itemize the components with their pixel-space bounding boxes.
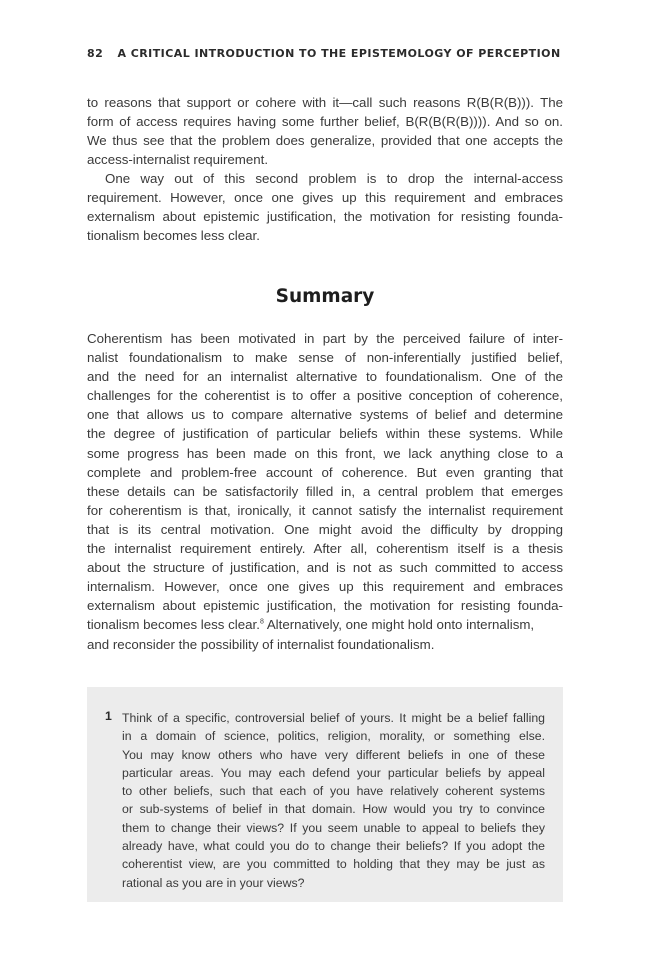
summary-paragraph [87,329,563,654]
text-line: or sub-systems of belief in that domain. How would you try to convince [122,802,545,817]
section-title: Summary [275,286,375,307]
text-line: already have, what could you do to change their beliefs? If you adopt the [122,839,545,854]
exercise-number: 1 [105,709,112,723]
exercise-text [122,709,545,892]
text-line: You may know others who have very different beliefs in one of these [122,747,545,762]
text-line: Think of a specific, controversial belief of yours. It might be a belief falling [122,711,545,725]
text-line: access-internalist requirement. [87,152,269,167]
text-line: tionalism becomes less clear. [87,228,260,243]
text-line: that is its central motivation. One might avoid the difficulty by dropping [87,521,563,537]
text-line: and the need for an internalist alternative to foundationalism. One of the [87,369,563,385]
running-head [87,47,567,60]
body-text-top [87,93,563,245]
text-line: about the structure of justification, and is not as such committed to access [87,560,563,576]
text-line: internalism. However, once one gives up this requirement and embraces [87,579,563,595]
page-number: 82 [87,47,104,60]
text-line: one that allows us to compare alternative systems of belief and determine [87,407,563,423]
text-line: the internalist requirement entirely. After all, coherentism itself is a thesis [87,541,563,557]
text-line: challenges for the coherentist is to offer a positive conception of coherence, [87,388,563,404]
text-line: Coherentism has been motivated in part by the perceived failure of inter- [87,331,563,346]
text-line: requirement. However, once one gives up this requirement and embraces [87,190,563,205]
text-line: coherentist view, are you committed to holding that they may be just as [122,857,545,872]
text-line: these details can be satisfactorily filled in, a central problem that emerges [87,483,563,499]
text-line: rational as you are in your views? [122,875,305,890]
text-line: complete and problem-free account of coherence. But even granting that [87,464,563,480]
running-title: A CRITICAL INTRODUCTION TO THE EPISTEMOLOGY OF PERCEPTION [117,47,561,60]
footnote-marker[interactable]: 8 [259,618,264,626]
text-line: externalism about epistemic justification, the motivation for resisting founda- [87,209,563,224]
text-line: to reasons that support or cohere with it—call such reasons R(B(R(B))). The [87,95,563,110]
text-line: and reconsider the possibility of internalist foundationalism. [87,636,435,652]
text-line: them to change their views? If you seem unable to appeal to beliefs they [122,820,545,835]
text-line: for coherentism is that, ironically, it cannot satisfy the internalist requirement [87,502,563,518]
text-line: One way out of this second problem is to drop the internal-access [105,171,563,186]
text-line: in a domain of science, politics, religion, morality, or something else. [122,729,545,744]
text-line: to other beliefs, such that each of you have relatively coherent systems [122,784,545,799]
text-line: the degree of justification of particular beliefs within these systems. While [87,426,563,442]
text-line: externalism about epistemic justification, the motivation for resisting founda- [87,598,563,614]
text-line: some progress has been made on this front, we lack anything close to a [87,445,563,461]
text-line: We thus see that the problem does generalize, provided that one accepts the [87,133,563,148]
text-segment: Alternatively, one might hold onto internalism, [266,617,535,633]
text-line: nalist foundationalism to make sense of non-inferentially justified belief, [87,350,563,366]
text-line: particular areas. You may each defend your particular beliefs by appeal [122,765,545,780]
text-line [87,615,563,634]
text-segment: tionalism becomes less clear. [87,617,260,633]
exercise-box [87,687,563,902]
text-line: form of access requires having some further belief, B(R(B(R(B)))). And so on. [87,114,563,129]
